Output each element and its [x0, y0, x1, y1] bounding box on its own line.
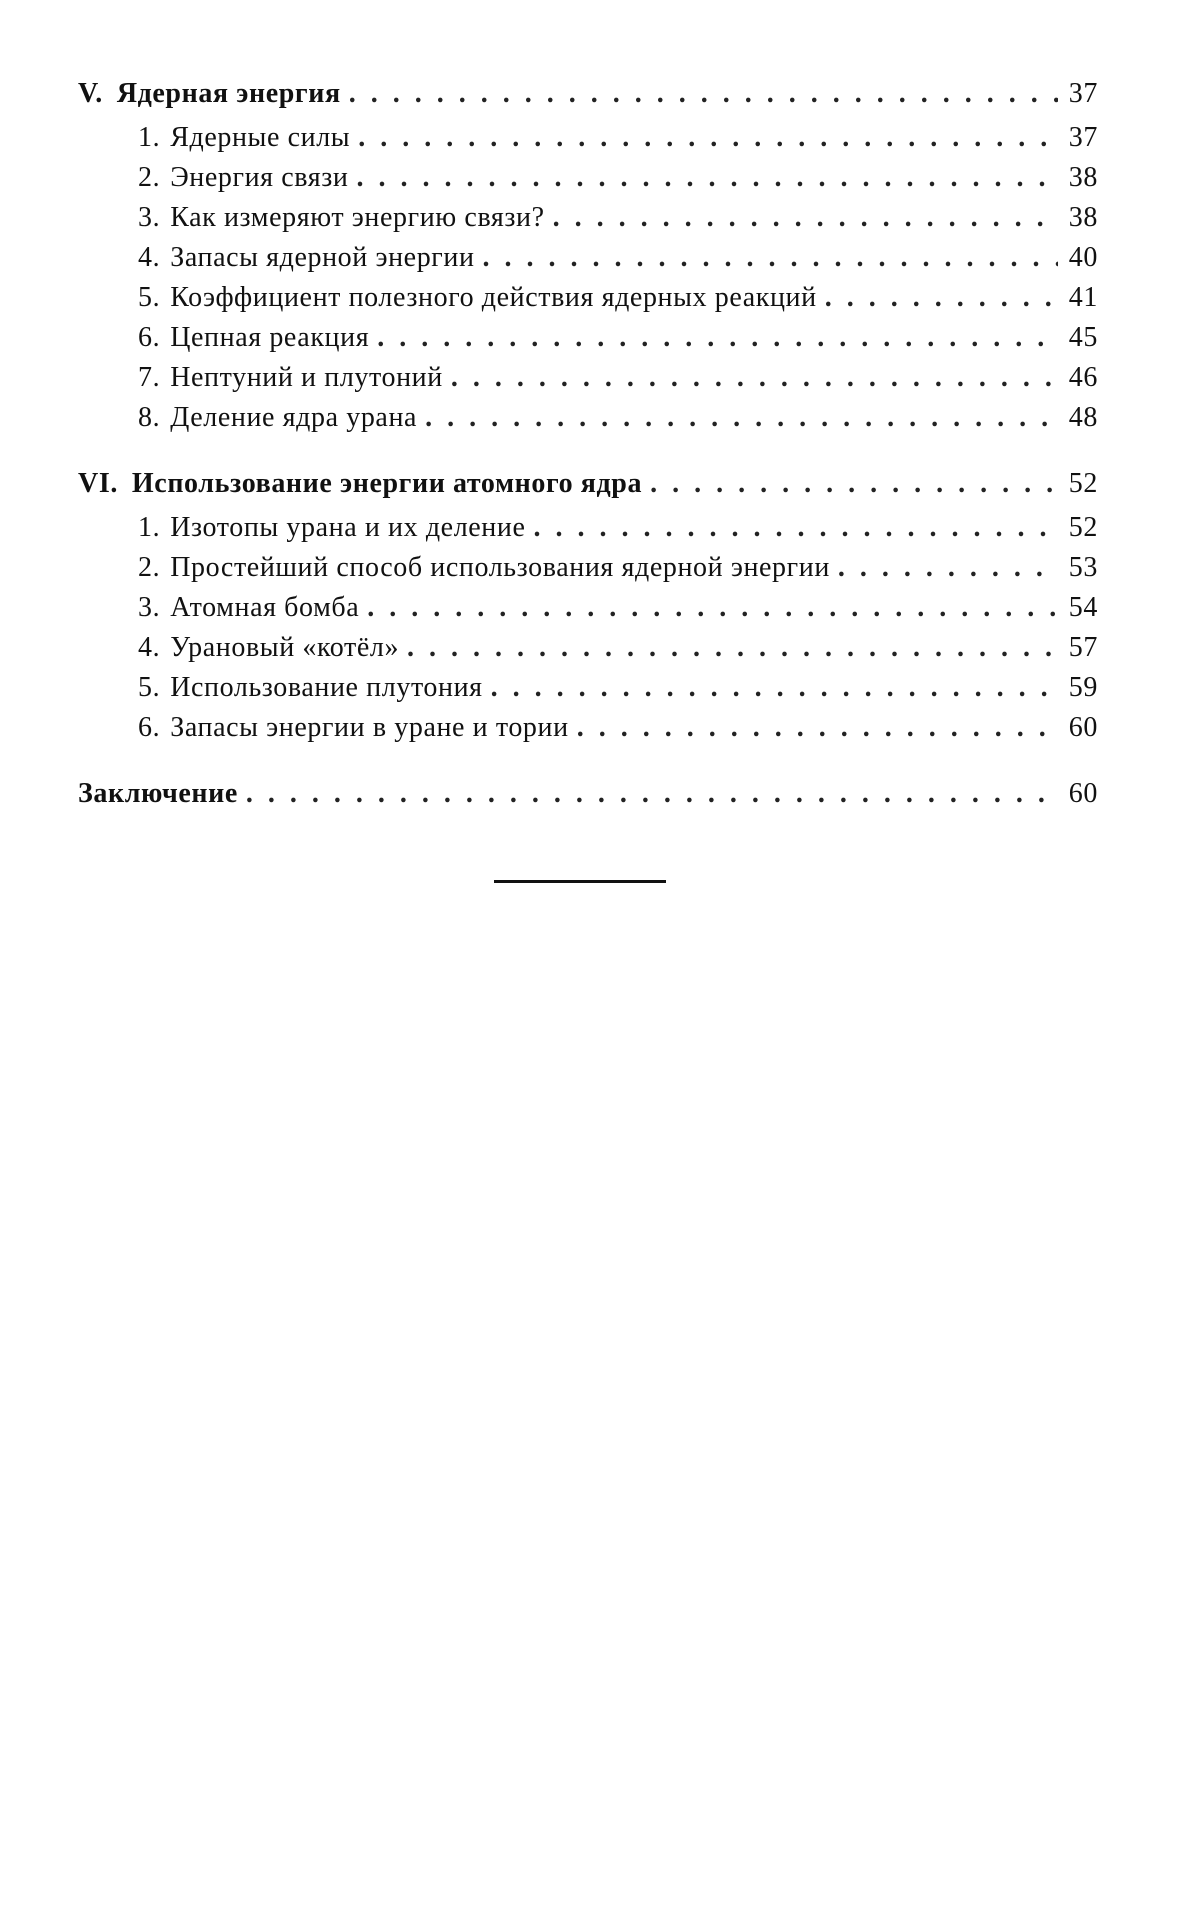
dot-leader [451, 358, 1058, 398]
page-number: 52 [1068, 468, 1098, 499]
page-number: 60 [1068, 712, 1098, 743]
section-title: Запасы энергии в уране и тории [170, 712, 569, 743]
end-rule-divider [494, 880, 666, 883]
section-number: 2. [138, 552, 161, 583]
section-title: Цепная реакция [170, 322, 370, 353]
toc-entry [78, 198, 1098, 238]
dot-leader [483, 238, 1058, 278]
dot-leader [407, 628, 1058, 668]
page-number: 53 [1068, 552, 1098, 583]
section-title: Запасы ядерной энергии [170, 242, 475, 273]
toc-entry [78, 548, 1098, 588]
section-number: 7. [138, 362, 161, 393]
chapter-number: V. [78, 78, 103, 109]
section-number: 1. [138, 122, 161, 153]
section-title: Изотопы урана и их деление [170, 512, 526, 543]
dot-leader [358, 118, 1058, 158]
dot-leader [838, 548, 1058, 588]
section-number: 6. [138, 712, 161, 743]
chapter-heading [78, 460, 1098, 508]
toc-entry [78, 588, 1098, 628]
section-title: Урановый «котёл» [170, 632, 400, 663]
section-title: Как измеряют энергию связи? [170, 202, 545, 233]
section-title: Энергия связи [170, 162, 349, 193]
conclusion-entry [78, 770, 1098, 818]
page-number: 38 [1068, 202, 1098, 233]
section-title: Нептуний и плутоний [170, 362, 443, 393]
dot-leader [825, 278, 1058, 318]
dot-leader [577, 708, 1058, 748]
page-number: 57 [1068, 632, 1098, 663]
toc-entry [78, 278, 1098, 318]
section-number: 8. [138, 402, 161, 433]
dot-leader [349, 70, 1058, 118]
section-number: 4. [138, 632, 161, 663]
toc-entry [78, 668, 1098, 708]
section-number: 6. [138, 322, 161, 353]
section-number: 4. [138, 242, 161, 273]
table-of-contents [78, 70, 1098, 818]
section-number: 1. [138, 512, 161, 543]
section-number: 2. [138, 162, 161, 193]
chapter-title: Ядерная энергия [116, 78, 341, 109]
page-number: 38 [1068, 162, 1098, 193]
section-number: 5. [138, 282, 161, 313]
page-number: 37 [1068, 122, 1098, 153]
section-number: 3. [138, 202, 161, 233]
dot-leader [356, 158, 1058, 198]
toc-entry [78, 708, 1098, 748]
section-number: 3. [138, 592, 161, 623]
section-title: Атомная бомба [170, 592, 360, 623]
toc-entry [78, 318, 1098, 358]
chapter-number: VI. [78, 468, 118, 499]
page-number: 45 [1068, 322, 1098, 353]
section-title: Деление ядра урана [170, 402, 418, 433]
toc-entry [78, 238, 1098, 278]
dot-leader [377, 318, 1058, 358]
toc-entry [78, 628, 1098, 668]
page-number: 46 [1068, 362, 1098, 393]
dot-leader [650, 460, 1058, 508]
toc-entry [78, 398, 1098, 438]
toc-entry [78, 158, 1098, 198]
dot-leader [246, 770, 1058, 818]
section-title: Простейший способ использования ядерной энергии [170, 552, 830, 583]
section-number: 5. [138, 672, 161, 703]
dot-leader [425, 398, 1058, 438]
section-title: Коэффициент полезного действия ядерных реакций [170, 282, 817, 313]
page-number: 60 [1068, 778, 1098, 809]
page-number: 37 [1068, 78, 1098, 109]
page-number: 52 [1068, 512, 1098, 543]
chapter-5-block [78, 70, 1098, 438]
dot-leader [553, 198, 1058, 238]
toc-entry [78, 118, 1098, 158]
dot-leader [491, 668, 1058, 708]
page-number: 59 [1068, 672, 1098, 703]
page-number: 40 [1068, 242, 1098, 273]
section-title: Ядерные силы [170, 122, 351, 153]
dot-leader [367, 588, 1058, 628]
toc-entry [78, 358, 1098, 398]
page-number: 54 [1068, 592, 1098, 623]
dot-leader [534, 508, 1059, 548]
conclusion-title: Заключение [78, 778, 238, 809]
toc-entry [78, 508, 1098, 548]
page-number: 41 [1068, 282, 1098, 313]
chapter-heading [78, 70, 1098, 118]
page-number: 48 [1068, 402, 1098, 433]
chapter-title: Использование энергии атомного ядра [131, 468, 643, 499]
section-title: Использование плутония [170, 672, 483, 703]
chapter-6-block [78, 460, 1098, 748]
